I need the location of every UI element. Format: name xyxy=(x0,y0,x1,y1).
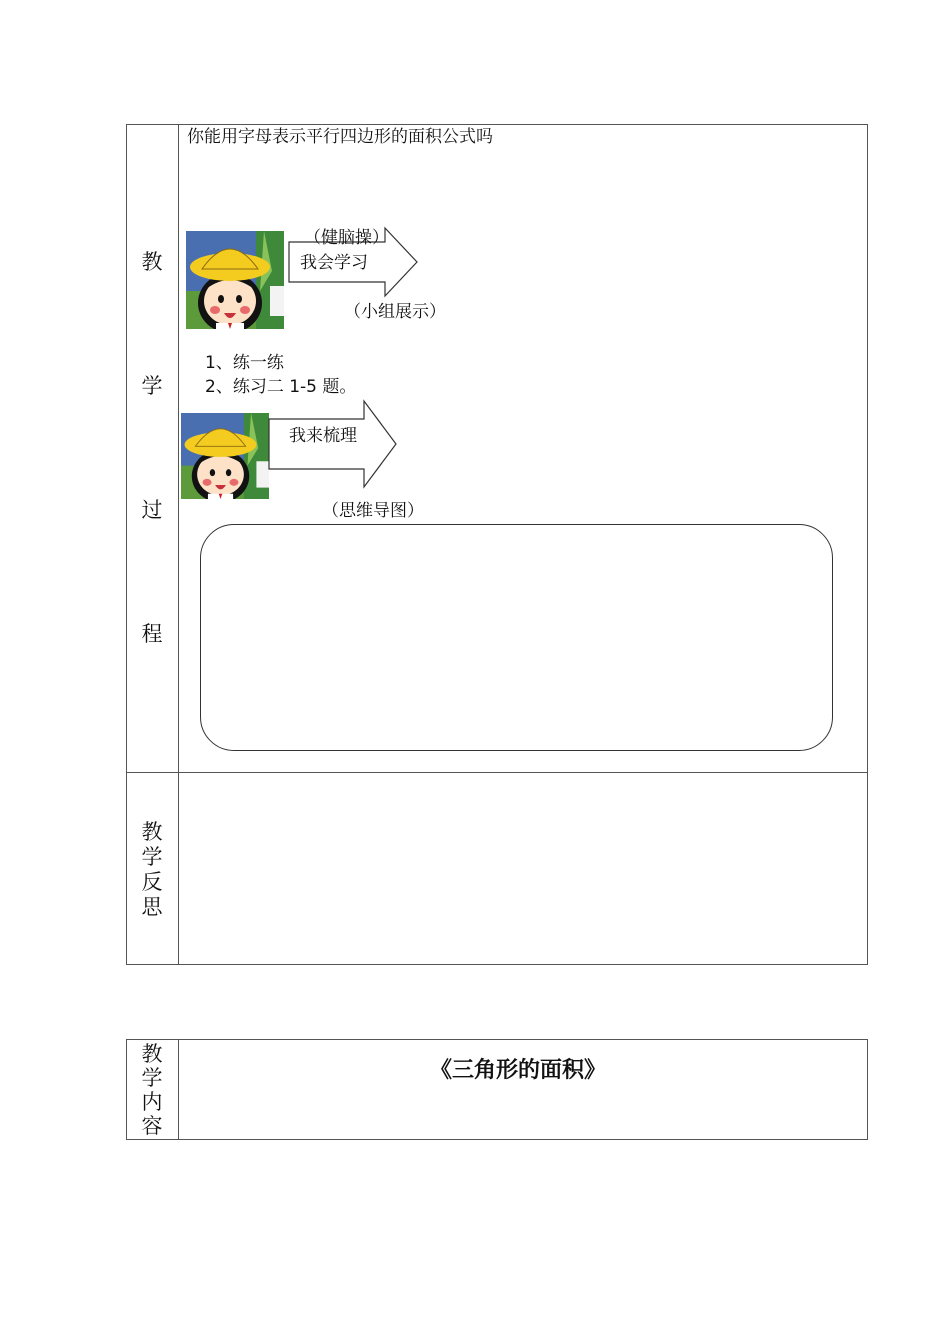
content-label-char: 学 xyxy=(141,1066,163,1090)
learn-arrow-top-note: （健脑操） xyxy=(304,228,389,248)
reflection-label-char: 思 xyxy=(141,895,163,919)
table-border-bottom xyxy=(126,964,868,965)
process-label-char: 程 xyxy=(141,622,163,646)
table-border-top xyxy=(126,124,868,125)
reflection-label-char: 学 xyxy=(141,845,163,869)
reflection-label-char: 反 xyxy=(141,870,163,894)
review-arrow-label: 我来梳理 xyxy=(289,426,357,446)
table-border-right xyxy=(867,1039,868,1140)
lesson-title: 《三角形的面积》 xyxy=(430,1058,607,1083)
process-label-char: 学 xyxy=(141,374,163,398)
table-border-top xyxy=(126,1039,868,1040)
table-border-right xyxy=(867,124,868,965)
exercise-item: 2、练习二 1-5 题。 xyxy=(205,377,357,397)
exercise-item: 1、练一练 xyxy=(205,353,284,373)
content-label-char: 容 xyxy=(141,1114,163,1138)
learn-arrow-label: 我会学习 xyxy=(300,253,368,273)
table-border-left xyxy=(126,124,127,965)
table-border-left xyxy=(126,1039,127,1140)
learn-arrow-bottom-note: （小组展示） xyxy=(344,302,446,322)
table-row-divider xyxy=(126,772,868,773)
question-text: 你能用字母表示平行四边形的面积公式吗 xyxy=(187,127,493,147)
reflection-label-char: 教 xyxy=(141,820,163,844)
content-label-char: 内 xyxy=(141,1090,163,1114)
content-label-char: 教 xyxy=(141,1042,163,1066)
table-border-bottom xyxy=(126,1139,868,1140)
review-arrow-bottom-note: （思维导图） xyxy=(322,501,424,521)
mind-map-box xyxy=(200,524,833,751)
cartoon-girl-avatar xyxy=(181,413,269,499)
table-column-divider xyxy=(178,1039,179,1140)
table-column-divider xyxy=(178,124,179,965)
cartoon-girl-avatar xyxy=(186,231,284,329)
process-label-char: 过 xyxy=(141,498,163,522)
process-label-char: 教 xyxy=(141,250,163,274)
